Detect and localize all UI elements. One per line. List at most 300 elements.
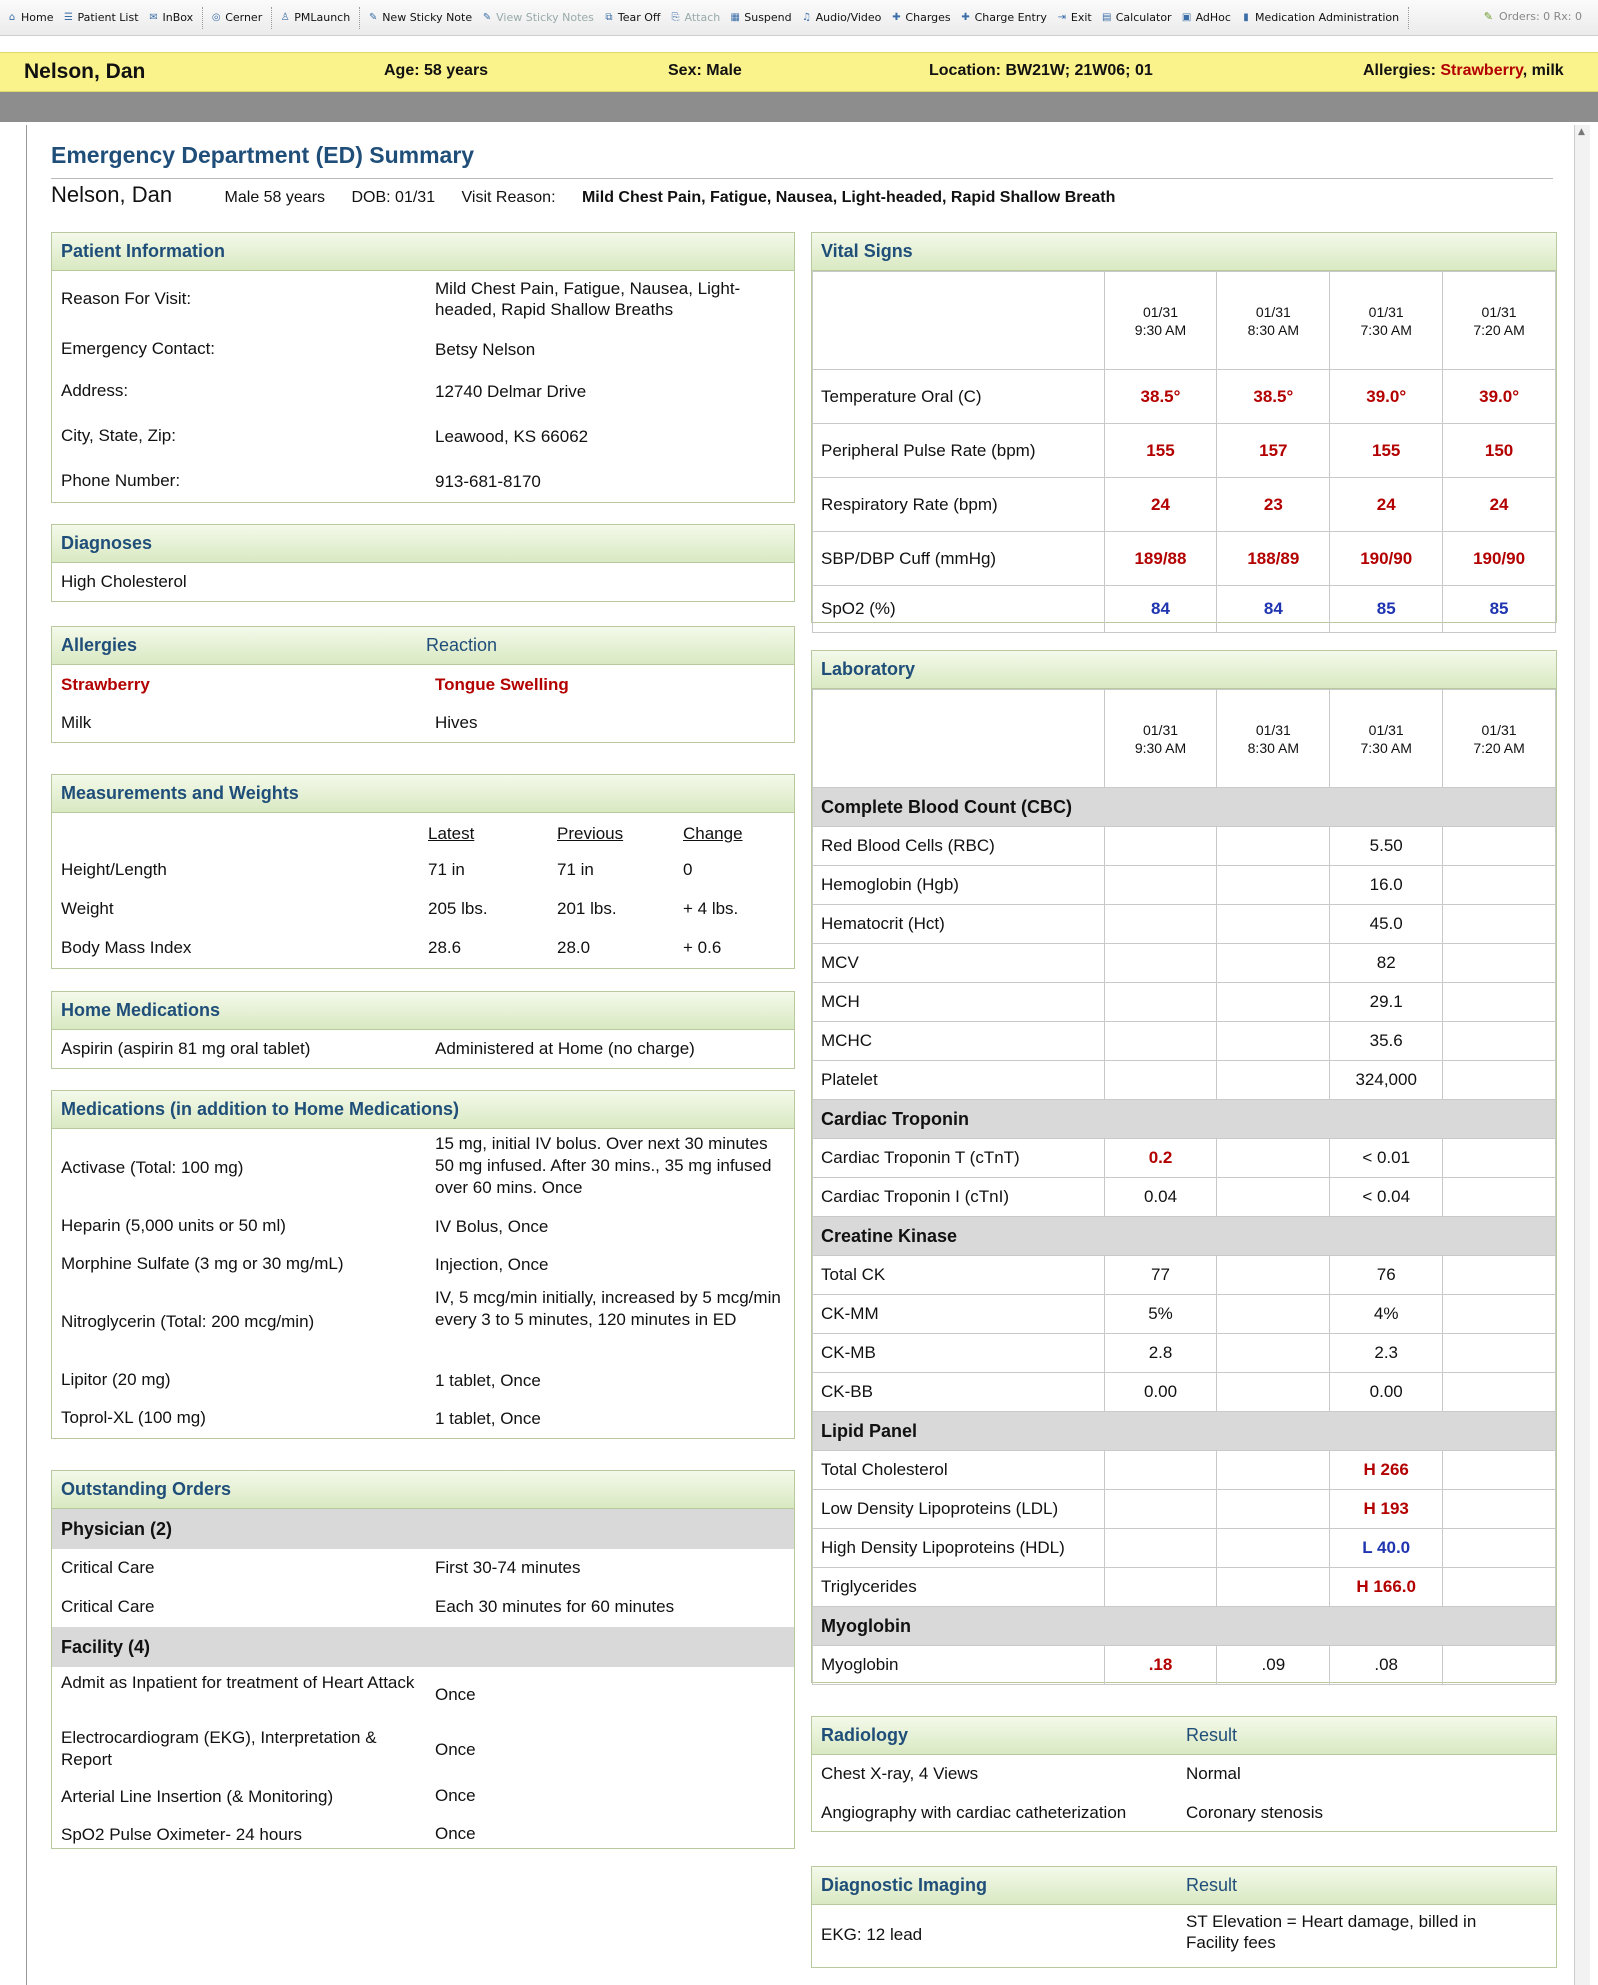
value-cell [1443, 1139, 1556, 1178]
row-label: Hemoglobin (Hgb) [813, 866, 1105, 905]
row-label: CK-MM [813, 1295, 1105, 1334]
lab-row [813, 1022, 1556, 1061]
diagnosis-label: High Cholesterol [61, 572, 187, 591]
row-label: High Density Lipoproteins (HDL) [813, 1529, 1105, 1568]
medication-detail: IV, 5 mcg/min initially, increased by 5 mcg/min every 3 to 5 minutes, 120 minutes in ED [435, 1288, 781, 1329]
lab-row [813, 1568, 1556, 1607]
toolbar-exit-button[interactable] [1056, 11, 1092, 24]
toolbar-item-label: Home [21, 11, 54, 24]
physician-order-row [52, 1549, 794, 1588]
patient-information-panel [51, 232, 795, 503]
toolbar-view-sticky-notes-button[interactable] [481, 11, 594, 24]
value-cell: 5% [1104, 1295, 1217, 1334]
value-cell [1217, 905, 1330, 944]
barcode-icon: ▮ [1243, 11, 1249, 23]
time-column-header [1217, 272, 1330, 370]
patient-info-value: Leawood, KS 66062 [435, 427, 589, 446]
banner-patient-name[interactable]: Nelson, Dan [24, 60, 146, 83]
value-cell [1104, 1529, 1217, 1568]
allergy-reaction: Hives [435, 713, 478, 732]
measurements-header: Measurements and Weights [52, 775, 794, 813]
medication-row [52, 1245, 794, 1283]
attach-icon: ⎘ [671, 11, 680, 23]
value-cell [1443, 1490, 1556, 1529]
row-label: Total Cholesterol [813, 1451, 1105, 1490]
row-label: Temperature Oral (C) [813, 370, 1105, 424]
diagnostic-imaging-title: Diagnostic Imaging [821, 1875, 988, 1895]
lab-row [813, 1451, 1556, 1490]
medication-row [52, 1399, 794, 1437]
medication-name: Heparin (5,000 units or 50 ml) [61, 1216, 286, 1235]
row-label: Cardiac Troponin T (cTnT) [813, 1139, 1105, 1178]
allergies-header [52, 627, 794, 665]
toolbar-item-label: View Sticky Notes [496, 11, 594, 24]
imaging-exam: EKG: 12 lead [821, 1925, 923, 1944]
orders-counter[interactable] [1484, 10, 1582, 23]
time-clock: 8:30 AM [1247, 739, 1300, 756]
value-cell [1443, 1646, 1556, 1685]
value-cell [1443, 905, 1556, 944]
facility-order-row [52, 1667, 794, 1722]
subheader-visit-reason [462, 189, 1116, 206]
value-cell: 0.00 [1330, 1373, 1443, 1412]
time-column-header [1443, 272, 1556, 370]
radiology-row [812, 1794, 1556, 1833]
value-cell: 23 [1217, 478, 1330, 532]
value-cell [1217, 1373, 1330, 1412]
time-date: 01/31 [1368, 303, 1404, 320]
radiology-panel [811, 1716, 1557, 1832]
toolbar-charge-entry-button[interactable] [960, 11, 1047, 24]
measurement-row [52, 890, 794, 929]
value-cell [1443, 1256, 1556, 1295]
time-date: 01/31 [1255, 303, 1291, 320]
value-cell: < 0.04 [1330, 1178, 1443, 1217]
banner-age: Age: 58 years [384, 62, 489, 79]
toolbar-item-label: New Sticky Note [382, 11, 473, 24]
value-cell [1217, 827, 1330, 866]
row-label: Myoglobin [813, 1646, 1105, 1685]
col-change: Change [683, 824, 743, 843]
laboratory-table [812, 689, 1556, 1685]
lab-row [813, 827, 1556, 866]
value-cell: 188/89 [1217, 532, 1330, 586]
row-label: SBP/DBP Cuff (mmHg) [813, 532, 1105, 586]
diagnostic-imaging-header [812, 1867, 1556, 1905]
medication-name: Nitroglycerin (Total: 200 mcg/min) [61, 1312, 315, 1331]
row-label: CK-MB [813, 1334, 1105, 1373]
measurement-label: Body Mass Index [61, 938, 192, 957]
row-label: Cardiac Troponin I (cTnI) [813, 1178, 1105, 1217]
lab-row [813, 866, 1556, 905]
order-frequency: Once [435, 1786, 476, 1805]
value-cell [1217, 1139, 1330, 1178]
time-date: 01/31 [1142, 303, 1178, 320]
toolbar-home-button[interactable] [6, 11, 53, 24]
medication-name: Activase (Total: 100 mg) [61, 1158, 244, 1177]
vital-row [813, 478, 1556, 532]
row-label: Respiratory Rate (bpm) [813, 478, 1105, 532]
patient-info-row [52, 413, 794, 458]
value-cell [1217, 1295, 1330, 1334]
value-cell: 189/88 [1104, 532, 1217, 586]
value-cell: 5.50 [1330, 827, 1443, 866]
facility-orders-subheader: Facility (4) [52, 1627, 794, 1667]
home-medication-row [52, 1030, 794, 1068]
medication-row [52, 1361, 794, 1399]
value-cell [1443, 1295, 1556, 1334]
toolbar-patient-list-button[interactable] [62, 11, 138, 24]
measurement-row [52, 851, 794, 890]
value-cell: 2.8 [1104, 1334, 1217, 1373]
app-toolbar [0, 0, 1598, 36]
value-cell [1104, 1568, 1217, 1607]
radiology-title: Radiology [821, 1725, 909, 1745]
vital-signs-panel [811, 232, 1557, 623]
value-cell: 85 [1443, 586, 1556, 633]
patient-info-label: Phone Number: [61, 471, 181, 490]
page-title: Emergency Department (ED) Summary [51, 142, 475, 168]
order-frequency: Once [435, 1824, 476, 1843]
diagnosis-row [52, 563, 794, 601]
row-label: Triglycerides [813, 1568, 1105, 1607]
value-cell: 24 [1443, 478, 1556, 532]
value-cell: 0.2 [1104, 1139, 1217, 1178]
value-cell [1104, 1490, 1217, 1529]
value-cell: H 266 [1330, 1451, 1443, 1490]
lab-row [813, 1256, 1556, 1295]
toolbar-item-label: Tear Off [617, 11, 661, 24]
value-cell [1104, 1451, 1217, 1490]
toolbar-item-label: Exit [1070, 11, 1092, 24]
patient-info-label: Emergency Contact: [61, 339, 216, 358]
toolbar-adhoc-button[interactable] [1181, 11, 1231, 24]
allergy-row [52, 704, 794, 743]
radiology-result-header: Result [1186, 1725, 1238, 1745]
value-cell [1443, 1178, 1556, 1217]
value-cell: H 166.0 [1330, 1568, 1443, 1607]
value-cell [1104, 944, 1217, 983]
value-cell: 76 [1330, 1256, 1443, 1295]
row-label: Total CK [813, 1256, 1105, 1295]
row-label: Red Blood Cells (RBC) [813, 827, 1105, 866]
lab-group-row [813, 788, 1556, 827]
value-cell [1104, 905, 1217, 944]
order-name: Critical Care [61, 1597, 155, 1616]
measurement-label: Weight [61, 899, 114, 918]
value-cell [1217, 1061, 1330, 1100]
outstanding-orders-header: Outstanding Orders [52, 1471, 794, 1509]
value-cell: 16.0 [1330, 866, 1443, 905]
medication-row [52, 1283, 794, 1361]
toolbar-item-label: Calculator [1115, 11, 1172, 24]
value-cell [1217, 1490, 1330, 1529]
patient-info-row [52, 458, 794, 503]
value-cell [1443, 1373, 1556, 1412]
allergies-title: Allergies [61, 635, 138, 655]
toolbar-calculator-button[interactable] [1101, 11, 1172, 24]
toolbar-charges-button[interactable] [890, 11, 950, 24]
toolbar-item-label: InBox [162, 11, 194, 24]
value-cell [1104, 827, 1217, 866]
time-header-row [813, 272, 1556, 370]
value-cell: 157 [1217, 424, 1330, 478]
value-cell: 39.0° [1443, 370, 1556, 424]
patient-info-row [52, 368, 794, 413]
patient-info-row [52, 271, 794, 326]
col-latest: Latest [428, 824, 475, 843]
summary-subheader [51, 182, 1137, 208]
lab-row [813, 1334, 1556, 1373]
visit-reason-value: Mild Chest Pain, Fatigue, Nausea, Light-headed, Rapid Shallow Breath [581, 189, 1116, 206]
value-cell [1443, 1568, 1556, 1607]
pmlaunch-icon: ♙ [280, 11, 290, 23]
patient-info-label: Address: [61, 381, 129, 400]
value-cell [1217, 1451, 1330, 1490]
value-cell [1443, 1529, 1556, 1568]
row-label: CK-BB [813, 1373, 1105, 1412]
time-clock: 7:20 AM [1473, 739, 1525, 756]
subheader-patient-name: Nelson, Dan [51, 182, 173, 207]
value-cell: 29.1 [1330, 983, 1443, 1022]
laboratory-panel [811, 650, 1557, 1683]
patient-info-row [52, 326, 794, 368]
calculator-icon: ▤ [1101, 11, 1112, 23]
allergy-row [52, 665, 794, 704]
value-cell [1104, 866, 1217, 905]
toolbar-attach-button[interactable] [670, 11, 721, 24]
value-cell [1104, 1022, 1217, 1061]
sticky-note-icon: ✎ [369, 11, 378, 23]
time-header-corner [813, 272, 1105, 370]
time-date: 01/31 [1255, 721, 1291, 738]
home-icon: ⌂ [8, 11, 16, 23]
lab-group-row [813, 1100, 1556, 1139]
home-medication-name: Aspirin (aspirin 81 mg oral tablet) [61, 1039, 311, 1058]
measurement-latest: 205 lbs. [428, 899, 488, 918]
lab-row [813, 1178, 1556, 1217]
suspend-icon: ▦ [730, 11, 740, 23]
diagnoses-header: Diagnoses [52, 525, 794, 563]
lab-group-name: Cardiac Troponin [813, 1100, 1556, 1139]
patient-banner [0, 52, 1598, 92]
time-column-header [1104, 272, 1217, 370]
time-column-header [1443, 690, 1556, 788]
measurements-panel [51, 774, 795, 969]
allergies-panel [51, 626, 795, 743]
lab-row [813, 1061, 1556, 1100]
exit-icon: ⇥ [1057, 11, 1067, 23]
patient-info-value: Mild Chest Pain, Fatigue, Nausea, Light-headed, Rapid Shallow Breaths [435, 279, 741, 319]
order-frequency: Once [435, 1739, 476, 1759]
diagnostic-imaging-row [812, 1905, 1556, 1967]
patient-information-rows [52, 271, 794, 503]
lab-group-row [813, 1607, 1556, 1646]
vital-row [813, 586, 1556, 633]
value-cell: L 40.0 [1330, 1529, 1443, 1568]
order-name: Admit as Inpatient for treatment of Heart Attack [61, 1673, 415, 1692]
view-notes-icon: ✎ [482, 11, 492, 23]
medication-name: Lipitor (20 mg) [61, 1370, 171, 1389]
time-header-corner [813, 690, 1105, 788]
measurement-previous: 201 lbs. [557, 899, 617, 918]
facility-orders-rows [52, 1667, 794, 1853]
value-cell: 84 [1217, 586, 1330, 633]
banner-allergies-label: Allergies: [1363, 62, 1441, 79]
value-cell: 190/90 [1330, 532, 1443, 586]
col-previous: Previous [557, 824, 624, 843]
value-cell [1217, 1256, 1330, 1295]
toolbar-separator [271, 7, 273, 29]
facility-order-row [52, 1777, 794, 1815]
toolbar-tear-off-button[interactable] [603, 11, 661, 24]
medications-header: Medications (in addition to Home Medications) [52, 1091, 794, 1129]
row-label: MCV [813, 944, 1105, 983]
scroll-up-icon[interactable]: ▲ [1578, 127, 1585, 137]
value-cell [1443, 866, 1556, 905]
time-date: 01/31 [1368, 721, 1404, 738]
allergy-name: Milk [61, 713, 92, 732]
banner-allergy-strawberry: Strawberry [1440, 62, 1523, 79]
value-cell: 190/90 [1443, 532, 1556, 586]
patient-info-value: Betsy Nelson [435, 340, 536, 359]
allergies-reaction-header: Reaction [426, 635, 498, 655]
toolbar-medication-administration-button[interactable] [1240, 11, 1399, 24]
physician-order-row [52, 1588, 794, 1627]
toolbar-inbox-button[interactable] [148, 11, 194, 24]
patient-list-icon: ☰ [64, 11, 73, 23]
medication-detail: 15 mg, initial IV bolus. Over next 30 minutes 50 mg infused. After 30 mins., 35 mg infused over 60 mins. Once [435, 1134, 772, 1197]
medication-name: Toprol-XL (100 mg) [61, 1408, 206, 1427]
toolbar-item-label: AdHoc [1195, 11, 1231, 24]
toolbar-pmlaunch-button[interactable] [279, 11, 350, 24]
toolbar-item-label: PMLaunch [294, 11, 351, 24]
vertical-scrollbar[interactable] [1574, 125, 1590, 1985]
diagnostic-imaging-result-header: Result [1186, 1875, 1238, 1895]
time-clock: 9:30 AM [1134, 739, 1187, 756]
toolbar-item-label: Cerner [225, 11, 263, 24]
value-cell: 84 [1104, 586, 1217, 633]
lab-group-row [813, 1412, 1556, 1451]
vital-signs-header: Vital Signs [812, 233, 1556, 271]
banner-location: Location: BW21W; 21W06; 01 [929, 62, 1153, 79]
value-cell [1217, 1334, 1330, 1373]
measurement-latest: 71 in [428, 860, 465, 879]
facility-order-row [52, 1722, 794, 1777]
toolbar-new-sticky-note-button[interactable] [367, 11, 472, 24]
medication-name: Morphine Sulfate (3 mg or 30 mg/mL) [61, 1254, 344, 1273]
value-cell: 324,000 [1330, 1061, 1443, 1100]
radiology-result: Coronary stenosis [1186, 1803, 1324, 1822]
vital-row [813, 424, 1556, 478]
orders-icon: ✎ [1483, 10, 1493, 23]
value-cell: 24 [1104, 478, 1217, 532]
time-date: 01/31 [1481, 303, 1517, 320]
patient-information-header: Patient Information [52, 233, 794, 271]
toolbar-item-label: Patient List [77, 11, 139, 24]
charge-entry-icon: ✚ [961, 11, 970, 23]
value-cell [1104, 983, 1217, 1022]
toolbar-item-label: Suspend [744, 11, 792, 24]
value-cell [1217, 1178, 1330, 1217]
toolbar-item-label: Charge Entry [974, 11, 1047, 24]
order-frequency: First 30-74 minutes [435, 1558, 581, 1577]
value-cell [1443, 1334, 1556, 1373]
facility-order-row [52, 1815, 794, 1853]
value-cell: 155 [1330, 424, 1443, 478]
lab-row [813, 1139, 1556, 1178]
adhoc-icon: ▣ [1181, 11, 1192, 23]
value-cell: 0.00 [1104, 1373, 1217, 1412]
value-cell: 2.3 [1330, 1334, 1443, 1373]
toolbar-item-label: Audio/Video [815, 11, 882, 24]
banner-divider [0, 92, 1598, 122]
diagnoses-panel [51, 524, 795, 602]
diagnostic-imaging-panel [811, 1866, 1557, 1968]
lab-row [813, 1295, 1556, 1334]
medication-row [52, 1207, 794, 1245]
time-clock: 9:30 AM [1134, 321, 1187, 338]
banner-allergies[interactable] [1363, 62, 1564, 80]
row-label: Peripheral Pulse Rate (bpm) [813, 424, 1105, 478]
measurement-change: + 4 lbs. [683, 899, 739, 918]
allergy-name: Strawberry [61, 675, 150, 694]
orders-count-text: Orders: 0 Rx: 0 [1498, 10, 1582, 23]
allergy-reaction: Tongue Swelling [435, 675, 569, 694]
value-cell: < 0.01 [1330, 1139, 1443, 1178]
patient-info-label: Reason For Visit: [61, 289, 192, 308]
order-name: Electrocardiogram (EKG), Interpretation & Report [61, 1728, 377, 1769]
toolbar-item-label: Medication Administration [1254, 11, 1400, 24]
value-cell [1104, 1061, 1217, 1100]
medication-row [52, 1129, 794, 1207]
medication-detail: IV Bolus, Once [435, 1217, 549, 1236]
value-cell: 35.6 [1330, 1022, 1443, 1061]
time-column-header [1330, 272, 1443, 370]
radiology-exam: Angiography with cardiac catheterization [821, 1803, 1127, 1822]
time-column-header [1104, 690, 1217, 788]
physician-orders-subheader: Physician (2) [52, 1509, 794, 1549]
measurement-label: Height/Length [61, 860, 167, 879]
medications-rows [52, 1129, 794, 1437]
toolbar-item-label: Charges [905, 11, 951, 24]
measurement-change: 0 [683, 860, 693, 879]
lab-group-name: Myoglobin [813, 1607, 1556, 1646]
order-name: SpO2 Pulse Oximeter- 24 hours [61, 1825, 302, 1844]
measurements-rows [52, 851, 794, 968]
row-label: Hematocrit (Hct) [813, 905, 1105, 944]
time-date: 01/31 [1142, 721, 1179, 738]
toolbar-suspend-button[interactable] [729, 11, 791, 24]
lab-group-row [813, 1217, 1556, 1256]
laboratory-header: Laboratory [812, 651, 1556, 689]
time-header-row [813, 690, 1556, 788]
toolbar-audio-video-button[interactable] [801, 11, 882, 24]
medication-detail: 1 tablet, Once [435, 1409, 541, 1428]
measurement-latest: 28.6 [428, 938, 462, 957]
value-cell: 85 [1330, 586, 1443, 633]
outstanding-orders-panel [51, 1470, 795, 1849]
vital-signs-table [812, 271, 1556, 633]
time-column-header [1217, 690, 1330, 788]
toolbar-cerner-button[interactable] [210, 11, 262, 24]
value-cell: 77 [1104, 1256, 1217, 1295]
time-clock: 7:20 AM [1473, 321, 1525, 338]
home-medications-panel [51, 991, 795, 1069]
lab-row [813, 1490, 1556, 1529]
row-label: Low Density Lipoproteins (LDL) [813, 1490, 1105, 1529]
patient-info-value: 913-681-8170 [435, 472, 541, 491]
